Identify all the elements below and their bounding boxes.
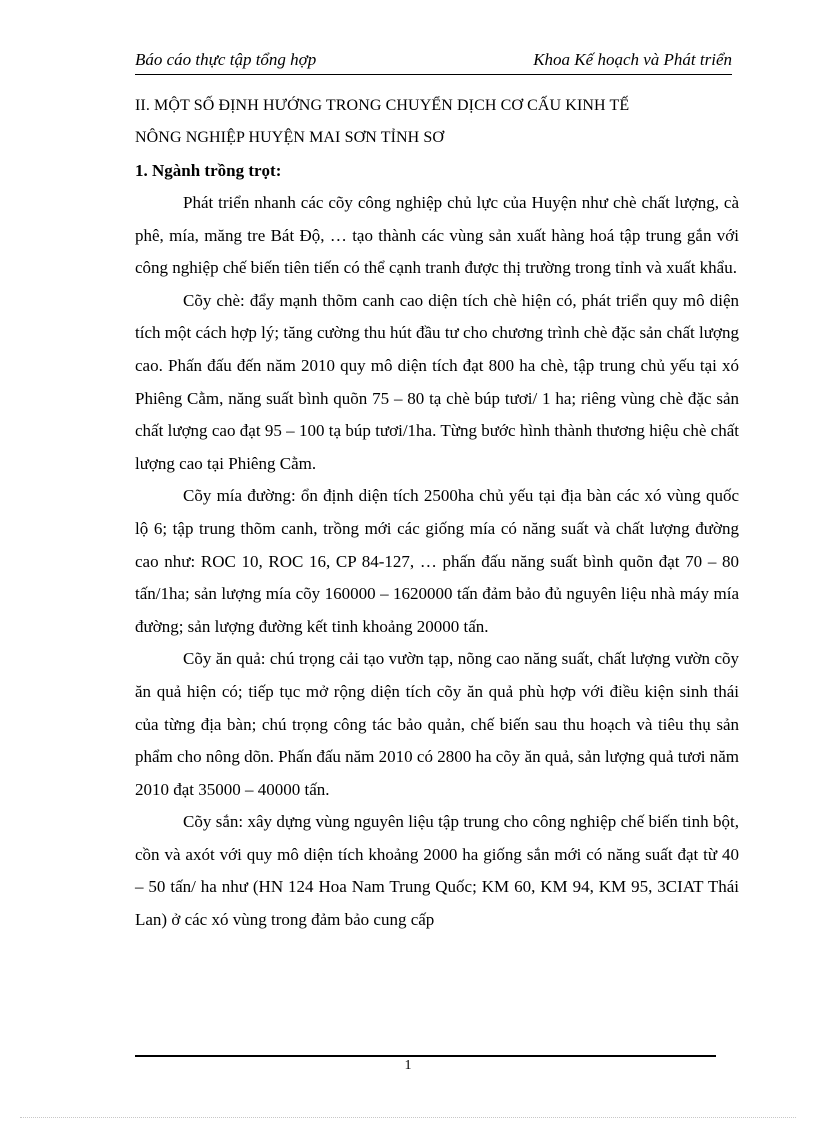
page-header [135, 48, 732, 75]
paragraph-fruit-trees: Cõy ăn quả: chú trọng cải tạo vườn tạp, nõng cao năng suất, chất lượng vườn cõy ăn quả hiện có; tiếp tục mở rộng diện tích cõy ăn quả phù hợp với điều kiện sinh thái của từng địa bàn; chú trọng công tác bảo quản, chế biến sau thu hoạch và tiêu thụ sản phẩm cho nông dõn. Phấn đấu năm 2010 có 2800 ha cõy ăn quả, sản lượng quả tươi năm 2010 đạt 35000 – 40000 tấn. [135, 649, 739, 799]
paragraph-cassava: Cõy sắn: xây dựng vùng nguyên liệu tập trung cho công nghiệp chế biến tinh bột, cồn và axót với quy mô diện tích khoảng 2000 ha giống sắn mới có năng suất đạt từ 40 – 50 tấn/ ha như (HN 124 Hoa Nam Trung Quốc; KM 60, KM 94, KM 95, 3CIAT Thái Lan) ở các xó vùng trong đảm bảo cung cấp [135, 812, 739, 930]
header-faculty-name: Khoa Kế hoạch và Phát triển [533, 50, 732, 69]
page-number: 1 [404, 1058, 412, 1073]
section-title-line-2: NÔNG NGHIỆP HUYỆN MAI SƠN TỈNH SƠ [135, 129, 445, 146]
paragraph-tea: Cõy chè: đẩy mạnh thõm canh cao diện tích chè hiện có, phát triển quy mô diện tích một cách hợp lý; tăng cường thu hút đầu tư cho chương trình chè đặc sản chất lượng cao. Phấn đấu đến năm 2010 quy mô diện tích đạt 800 ha chè, tập trung chủ yếu tại xó Phiêng Cằm, năng suất bình quõn 75 – 80 tạ chè búp tươi/ 1 ha; riêng vùng chè đặc sản chất lượng cao đạt 95 – 100 tạ búp tươi/1ha. Từng bước hình thành thương hiệu chè chất lượng cao tại Phiêng Cằm. [135, 290, 739, 473]
footer-rule [135, 1055, 716, 1057]
page-bottom-dotted-line [20, 1117, 796, 1118]
subsection-title: 1. Ngành trồng trọt: [135, 161, 282, 180]
page-content [135, 90, 739, 937]
section-title-line-1: II. MỘT SỐ ĐỊNH HƯỚNG TRONG CHUYỂN DỊCH CƠ CẤU KINH TẾ [135, 97, 630, 114]
paragraph-intro: Phát triển nhanh các cõy công nghiệp chủ lực của Huyện như chè chất lượng, cà phê, mía, măng tre Bát Độ, … tạo thành các vùng sản xuất hàng hoá tập trung gắn với công nghiệp chế biến tiên tiến có thể cạnh tranh được thị trường trong tỉnh và xuất khẩu. [135, 193, 739, 278]
paragraph-sugarcane: Cõy mía đường: ổn định diện tích 2500ha chủ yếu tại địa bàn các xó vùng quốc lộ 6; tập trung thõm canh, trồng mới các giống mía có năng suất và chất lượng đường cao như: ROC 10, ROC 16, CP 84-127, … phấn đấu năng suất bình quõn đạt 70 – 80 tấn/1ha; sản lượng mía cõy 160000 – 1620000 tấn đảm bảo đủ nguyên liệu nhà máy mía đường; sản lượng đường kết tinh khoảng 20000 tấn. [135, 486, 739, 636]
header-report-title: Báo cáo thực tập tổng hợp [135, 50, 317, 69]
